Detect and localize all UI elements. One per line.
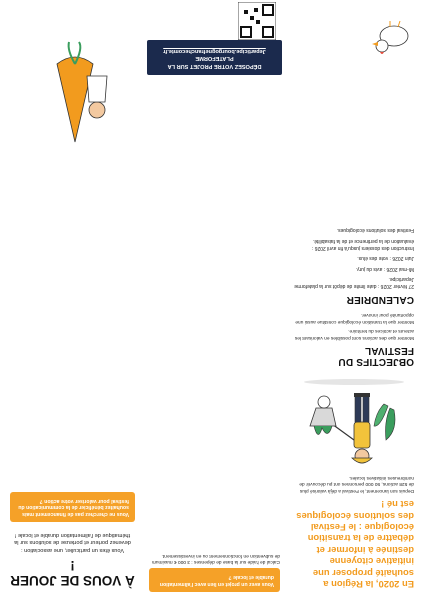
- subsidy-paragraph: Calcul de l'aide sur la base de dépenses : 3 000 € maximum de subvention en fonctionnement ou en investissement.: [151, 553, 280, 565]
- column-intro: [286, 0, 424, 600]
- intro-headline: En 2020, la Région a souhaité proposer une initiative citoyenne destinée à informer et débattre de la transition écologique : le Festival des solutions écologiques est né !: [296, 499, 414, 590]
- calendar-item: 27 février 2026 : date limite de dépôt sur la plateforme Jeparticipe.: [294, 276, 414, 289]
- calendar-item: Festival des solutions écologiques.: [336, 227, 414, 234]
- calendar-item: Instruction des dossiers jusqu'à fin avril 2026 : évaluation de la pertinence et de la faisabilité.: [311, 237, 414, 251]
- column-call: [0, 0, 143, 600]
- calendar-item: Juin 2026 : vote des élus.: [357, 255, 414, 262]
- projects-box: Vous avez un projet en lien avec l'alimentation durable et locale ?: [149, 568, 280, 592]
- cta-url[interactable]: Jeparticipe.bourgognefranchecomte.fr: [163, 47, 266, 54]
- submit-project-banner[interactable]: [147, 40, 282, 75]
- gardener-illustration: [296, 378, 414, 470]
- carrot-illustration: [15, 40, 135, 150]
- qr-code-icon[interactable]: [238, 2, 276, 40]
- calendar-title: CALENDRIER: [346, 293, 414, 305]
- communication-box: Vous ne cherchez pas de financement mais souhaitez bénéficier de la communication du festival pour valoriser votre action ?: [10, 492, 135, 522]
- objective-item: Montrer que des actions sont possibles en valorisant les acteurs et actrices du territoire.: [294, 328, 414, 340]
- objectives-title: OBJECTIFS DU FESTIVAL: [338, 344, 414, 367]
- objective-item: Montrer que la transition écologique constitue aussi une opportunité pour innover.: [295, 312, 414, 324]
- column-projects: [143, 0, 286, 600]
- calendar-item: Mi-mai 2026 : avis du jury.: [356, 265, 414, 272]
- chicken-illustration: [370, 20, 416, 60]
- intro-paragraph: Depuis son lancement, le Festival a déjà valorisé plus de 528 actions, 50 000 personnes ont pu découvrir de nombreuses initiatives locales.: [299, 474, 414, 493]
- cta-label: DÉPOSEZ VOTRE PROJET SUR LA PLATEFORME: [167, 55, 262, 69]
- call-title: À VOUS DE JOUER !: [10, 558, 135, 588]
- call-subtitle: Vous êtes un particulier, une association : devenez porteur et porteuse de solutions sur la thématique de l'alimentation durable et locale !: [14, 531, 131, 553]
